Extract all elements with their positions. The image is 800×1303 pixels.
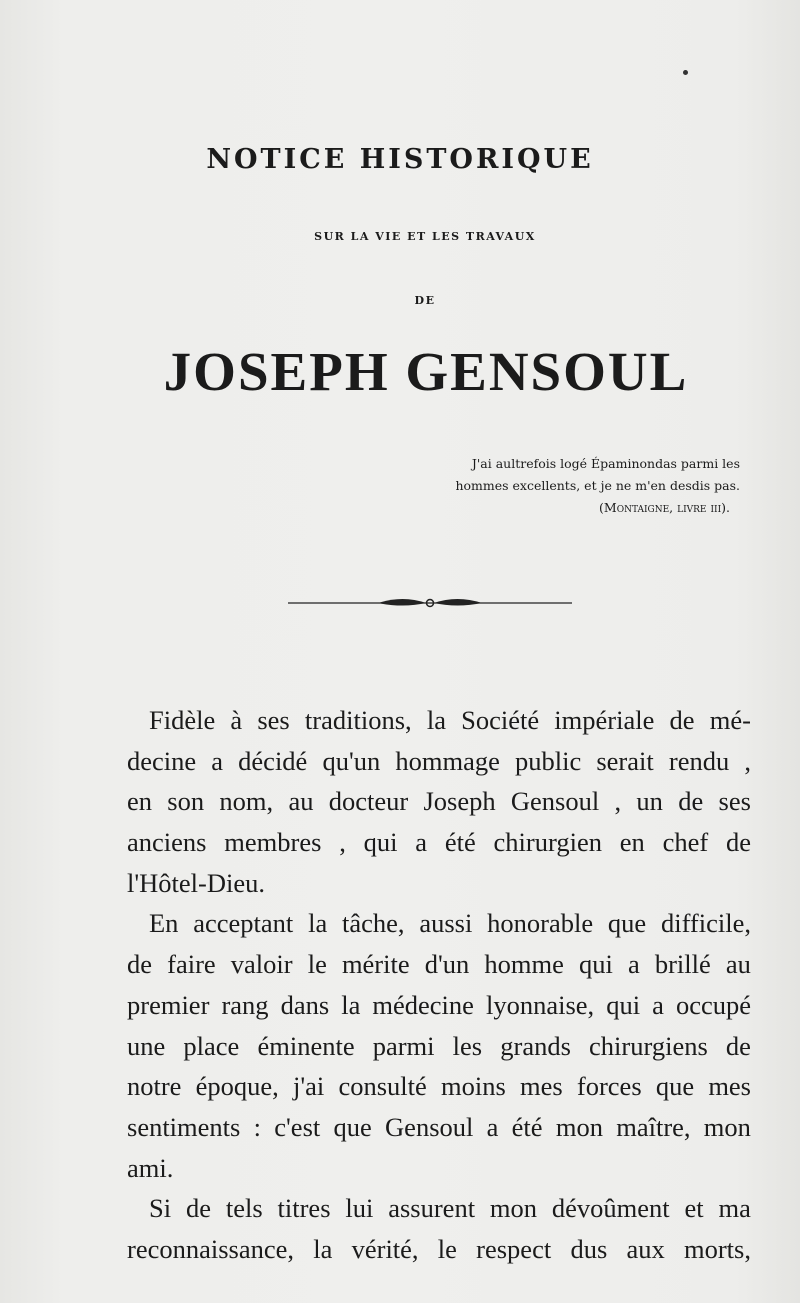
text-line: Si de tels titres lui assurent mon dévoûment et ma [149,1193,751,1224]
text-line: une place éminente parmi les grands chirurgiens de [127,1030,751,1061]
text-line: En acceptant la tâche, aussi honorable que difficile, [149,908,751,939]
text-line: ami. [127,1152,174,1183]
text-line: de faire valoir le mérite d'un homme qui a brillé au [127,949,751,980]
text-line: anciens membres , qui a été chirurgien en chef de [127,827,751,858]
title-preposition: DE [414,294,436,307]
epigraph-line: hommes excellents, et je ne m'en desdis pas. [455,478,740,493]
text-line: premier rang dans la médecine lyonnaise, qui a occupé [127,989,751,1020]
epigraph [404,453,740,519]
ornamental-divider [288,594,572,612]
title-subheading: SUR LA VIE ET LES TRAVAUX [314,230,536,243]
page-title: NOTICE HISTORIQUE [206,144,594,175]
text-line: sentiments : c'est que Gensoul a été mon maître, mon [127,1111,751,1142]
text-line: decine a décidé qu'un hommage public serait rendu , [127,745,751,776]
text-line: l'Hôtel-Dieu. [127,867,265,898]
body-text [127,700,751,1270]
text-line: Fidèle à ses traditions, la Société impériale de mé- [149,705,751,735]
text-line: notre époque, j'ai consulté moins mes forces que mes [127,1071,751,1102]
text-line: reconnaissance, la vérité, le respect dus aux morts, [127,1233,751,1264]
epigraph-line: J'ai aultrefois logé Épaminondas parmi les [471,456,740,471]
text-line: en son nom, au docteur Joseph Gensoul , un de ses [127,786,751,817]
subject-name: JOSEPH GENSOUL [163,341,689,402]
epigraph-citation: (Montaigne, livre iii). [599,500,730,515]
ink-speck [683,70,688,75]
